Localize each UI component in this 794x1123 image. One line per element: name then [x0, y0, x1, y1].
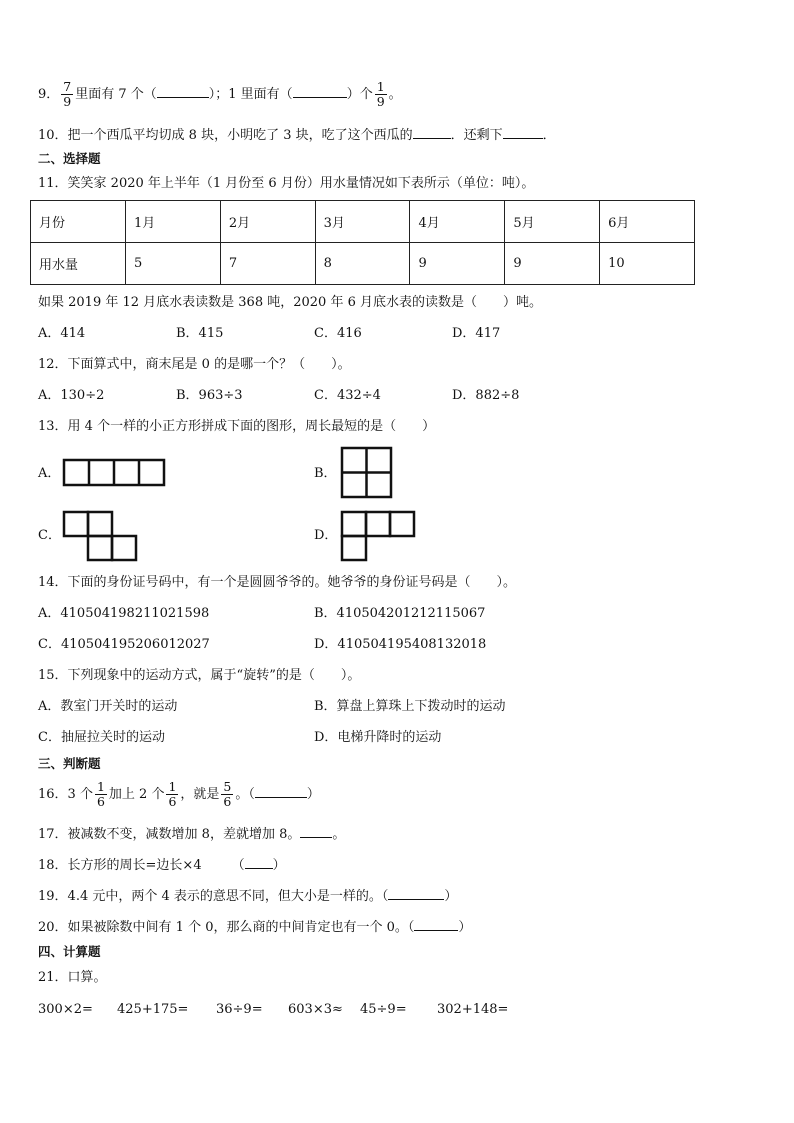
option-d[interactable]: D．417	[452, 326, 501, 341]
option-d[interactable]: D．	[314, 528, 338, 543]
water-usage-table	[30, 200, 695, 285]
option-c[interactable]: C．410504195206012027	[38, 637, 210, 652]
table-cell: 8	[315, 243, 410, 285]
option-c[interactable]: C．416	[314, 326, 362, 341]
table-cell: 5	[126, 243, 221, 285]
answer-blank[interactable]	[245, 856, 273, 869]
oral-calc-item: 36÷9=	[216, 1002, 263, 1017]
answer-blank[interactable]	[157, 85, 209, 98]
question-20: 20．如果被除数中间有 1 个 0，那么商的中间肯定也有一个 0。（ ）	[38, 920, 472, 935]
table-row	[31, 243, 695, 285]
answer-blank[interactable]	[300, 825, 332, 838]
option-d[interactable]: D．电梯升降时的运动	[314, 730, 442, 745]
option-d[interactable]: D．410504195408132018	[314, 637, 487, 652]
table-cell: 3月	[315, 201, 410, 243]
question-16: 16．3 个 $\frac{1}{6}$ 加上 2 个 $\frac{1}{6}$ ，就是 $\frac{5}{6}$ 。（ ）	[38, 779, 320, 809]
option-b[interactable]: B．415	[176, 326, 224, 341]
table-cell: 10	[600, 243, 695, 285]
option-a[interactable]: A．	[38, 466, 61, 481]
option-b[interactable]: B．410504201212115067	[314, 606, 486, 621]
answer-blank[interactable]	[413, 126, 451, 139]
question-12: 12．下面算式中，商末尾是 0 的是哪一个？（ ）。	[38, 357, 351, 372]
section-heading-choice: 二、选择题	[38, 151, 101, 166]
option-b[interactable]: B．	[314, 466, 337, 481]
answer-blank[interactable]	[388, 887, 444, 900]
shape-a-four-in-row[interactable]	[62, 458, 166, 488]
question-number: 9．	[38, 87, 60, 102]
table-cell: 7	[220, 243, 315, 285]
shape-c-z-shape[interactable]	[62, 510, 138, 562]
question-13: 13．用 4 个一样的小正方形拼成下面的图形，周长最短的是（ ）	[38, 419, 436, 434]
table-cell: 2月	[220, 201, 315, 243]
table-cell: 4月	[410, 201, 505, 243]
answer-blank[interactable]	[503, 126, 543, 139]
question-17: 17．被减数不变，减数增加 8，差就增加 8。 。	[38, 827, 346, 842]
question-9: 9． $\frac{7}{9}$ 里面有 7 个（ ）；1 里面有（ ）个 $\frac{1}{9}$ 。	[38, 79, 402, 109]
answer-blank[interactable]	[293, 85, 347, 98]
question-18: 18．长方形的周长=边长×4 （ ）	[38, 858, 286, 873]
option-c[interactable]: C．抽屉拉关时的运动	[38, 730, 165, 745]
table-cell: 9	[410, 243, 505, 285]
option-b[interactable]: B．算盘上算珠上下拨动时的运动	[314, 699, 506, 714]
question-11: 11．笑笑家 2020 年上半年（1 月份至 6 月份）用水量情况如下表所示（单位：吨）。	[38, 176, 535, 191]
fraction-one-sixth: $\frac{1}{6}$	[96, 779, 105, 809]
question-10: 10．把一个西瓜平均切成 8 块，小明吃了 3 块，吃了这个西瓜的 ．还剩下 ．	[38, 128, 556, 143]
answer-blank[interactable]	[255, 785, 307, 798]
section-heading-calculation: 四、计算题	[38, 944, 101, 959]
table-cell: 5月	[505, 201, 600, 243]
question-21: 21．口算。	[38, 970, 107, 985]
answer-blank[interactable]	[414, 918, 458, 931]
option-a[interactable]: A．130÷2	[38, 388, 105, 403]
question-14: 14．下面的身份证号码中，有一个是圆圆爷爷的。她爷爷的身份证号码是（ ）。	[38, 575, 517, 590]
option-b[interactable]: B．963÷3	[176, 388, 243, 403]
oral-calc-item: 425+175=	[117, 1002, 189, 1017]
table-cell: 6月	[600, 201, 695, 243]
option-d[interactable]: D．882÷8	[452, 388, 520, 403]
option-a[interactable]: A．教室门开关时的运动	[38, 699, 178, 714]
shape-d-l-shape[interactable]	[340, 510, 416, 562]
option-c[interactable]: C．432÷4	[314, 388, 381, 403]
fraction-five-sixths: $\frac{5}{6}$	[223, 779, 232, 809]
question-19: 19．4.4 元中，两个 4 表示的意思不同，但大小是一样的。（ ）	[38, 889, 458, 904]
table-cell: 用水量	[31, 243, 126, 285]
fraction-seven-ninths: $\frac{7}{9}$	[63, 79, 72, 109]
table-row	[31, 201, 695, 243]
table-cell: 9	[505, 243, 600, 285]
question-11-prompt: 如果 2019 年 12 月底水表读数是 368 吨，2020 年 6 月底水表的读数是（ ）吨。	[38, 295, 542, 310]
option-c[interactable]: C．	[38, 528, 61, 543]
oral-calc-item: 302+148=	[437, 1002, 509, 1017]
shape-b-square[interactable]	[340, 446, 394, 500]
option-a[interactable]: A．410504198211021598	[38, 606, 210, 621]
oral-calc-item: 45÷9=	[360, 1002, 407, 1017]
option-a[interactable]: A．414	[38, 326, 86, 341]
oral-calc-item: 603×3≈	[288, 1002, 343, 1017]
table-cell: 月份	[31, 201, 126, 243]
fraction-one-sixth: $\frac{1}{6}$	[168, 779, 177, 809]
fraction-one-ninth: $\frac{1}{9}$	[376, 79, 385, 109]
table-cell: 1月	[126, 201, 221, 243]
section-heading-judgement: 三、判断题	[38, 756, 101, 771]
oral-calc-item: 300×2=	[38, 1002, 93, 1017]
question-15: 15．下列现象中的运动方式，属于“旋转”的是（ ）。	[38, 668, 361, 683]
